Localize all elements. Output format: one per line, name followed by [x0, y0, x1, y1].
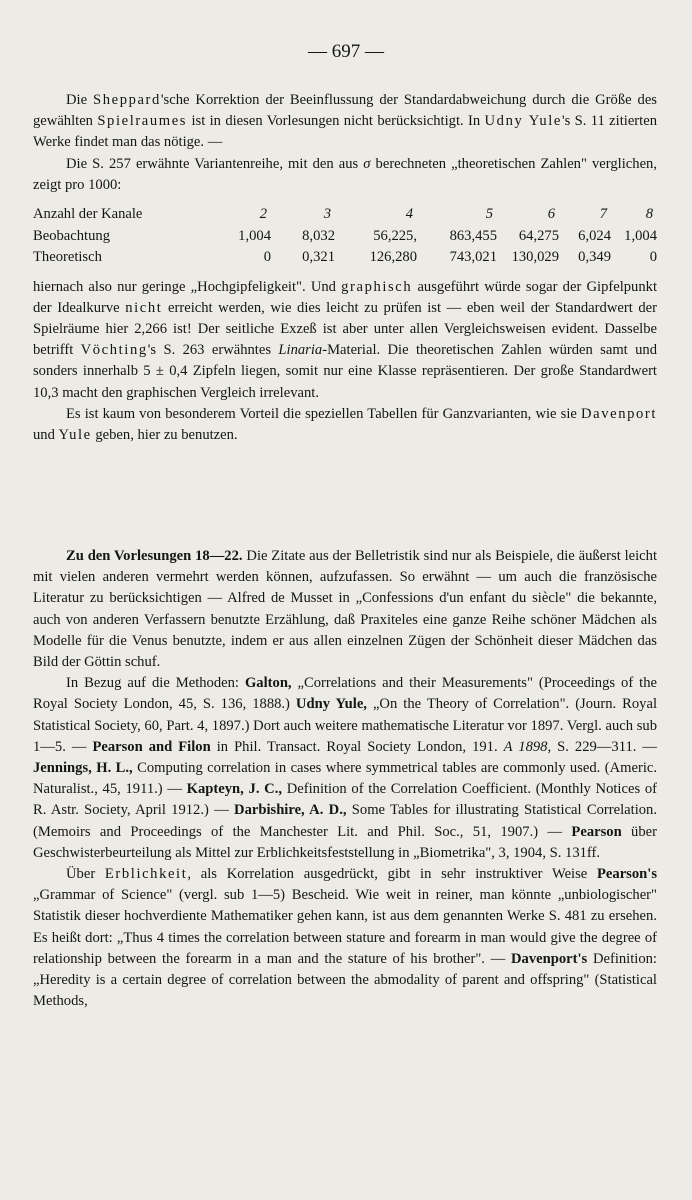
paragraph-sheppard: Die Sheppard'sche Korrektion der Beeinflussung der Standardabweichung durch die Größe des gewählten Spielraumes ist in diesen Vorlesungen nicht berücksichtigt. In Udny Yule's S. 11 zitierten Werke findet man das nötige. — [33, 92, 657, 151]
paragraph-belletristik: Zu den Vorlesungen 18—22. Die Zitate aus der Belletristik sind nur als Beispiele, die äußerst leicht mit vielen anderen vermehrt werden können, aufzufassen. So erwähnt — um auch die französische Literatur zu berücksichtigen — Alfred de Musset in „Confessions d'un enfant du siècle" die bekannte, auch von anderen Verfassern benutzte Erzählung, daß Praxiteles eine ganze Reihe schöner Mädchen als Modelle für die Venus benutzte, indem er aus allen einzelnen Zügen der Schönheit dieser Mädchen das Bild der Göttin schuf. [33, 548, 657, 671]
table-header-cell: 2 [259, 206, 267, 223]
table-row [33, 247, 657, 269]
paragraph-ganzvarianten: Es ist kaum von besonderem Vorteil die speziellen Tabellen für Ganzvarianten, wie sie Davenport und Yule geben, hier zu benutzen. [33, 405, 657, 443]
table-header-cell: Anzahl der Kanale [33, 206, 143, 223]
table-cell: Beobachtung [33, 227, 111, 244]
table-header-cell: 5 [485, 206, 493, 223]
table-cell: 863,455 [449, 227, 497, 244]
lectures-section [33, 546, 657, 1012]
table-cell: 126,280 [369, 249, 417, 266]
table-cell: 64,275 [518, 227, 559, 244]
table-cell: 8,032 [302, 227, 335, 244]
table-header-row [33, 204, 657, 226]
table-cell: Theoretisch [33, 249, 102, 266]
table-cell: 0 [263, 249, 271, 266]
paragraph-hochgipfeligkeit: hiernach also nur geringe „Hochgipfeligkeit". Und graphisch ausgeführt würde sogar der Gipfelpunkt der Idealkurve nicht erreicht werden, wie dies leicht zu prüfen ist — eben weil der Standardwert der Spielräume hier 2,266 ist! Der seitliche Exzeß ist aber unter allen Vergleichsweisen evident. Dasselbe betrifft Vöchting's S. 263 erwähntes Linaria-Material. Die theoretischen Zahlen würden samt und sonders innerhalb 5 ± 0,4 Zipfeln liegen, somit nur eine Klasse repräsentieren. Der große Standardwert 10,3 macht den graphischen Vergleich irrelevant. [33, 278, 658, 401]
table-header-cell: 8 [645, 206, 653, 223]
table-cell: 0 [649, 249, 657, 266]
intro-section [33, 90, 657, 446]
table-header-cell: 7 [599, 206, 607, 223]
table-cell: 0,321 [302, 249, 335, 266]
page-number: — 697 — [308, 41, 384, 62]
paragraph-variant-series: Die S. 257 erwähnte Variantenreihe, mit den aus σ berechneten „theoretischen Zahlen" verglichen, zeigt pro 1000: [33, 155, 657, 193]
table-header-cell: 6 [547, 206, 555, 223]
table-cell: 1,004 [238, 227, 271, 244]
table-cell: 0,349 [578, 249, 611, 266]
paragraph-erblichkeit: Über Erblichkeit, als Korrelation ausgedrückt, gibt in sehr instruktiver Weise Pearson's „Grammar of Science" (vergl. sub 1—5) Bescheid. Wie weit in reiner, man könnte „unbiologischer" Statistik dieser hochverdiente Mathematiker gehen kann, ist aus dem genannten Werke S. 481 zu ersehen. Es heißt dort: „Thus 4 times the correlation between stature and forearm in man would give the degree of relationship between the forearm in a man and the stature of his brother". — Davenport's Definition: „Heredity is a certain degree of correlation between the abmodality of parent and offspring" (Statistical Methods, [33, 866, 657, 1010]
table-cell: 743,021 [449, 249, 497, 266]
table-row [33, 226, 657, 248]
table-cell: 56,225, [373, 227, 417, 244]
table-cell: 1,004 [624, 227, 657, 244]
table-cell: 6,024 [578, 227, 611, 244]
comparison-table [33, 204, 657, 269]
table-header-cell: 3 [323, 206, 331, 223]
table-cell: 130,029 [511, 249, 559, 266]
table-header-cell: 4 [405, 206, 413, 223]
paragraph-methoden: In Bezug auf die Methoden: Galton, „Correlations and their Measurements" (Proceedings of the Royal Society London, 45, S. 136, 1888.) Udny Yule, „On the Theory of Correlation". (Journ. Royal Statistical Society, 60, Part. 4, 1897.) Dort auch weitere mathematische Literatur vor 1897. Vergl. auch sub 1—5. — Pearson and Filon in Phil. Transact. Royal Society London, 191. A 1898, S. 229—311. — Jennings, H. L., Computing correlation in cases where symmetrical tables are commonly used. (Americ. Naturalist., 45, 1911.) — Kapteyn, J. C., Definition of the Correlation Coefficient. (Monthly Notices of R. Astr. Society, April 1912.) — Darbishire, A. D., Some Tables for illustrating Statistical Correlation. (Memoirs and Proceedings of the Manchester Lit. and Phil. Soc., 51, 1907.) — Pearson über Geschwisterbeurteilung als Mittel zur Erblichkeitsfeststellung in „Biometrika", 3, 1904, S. 131ff. [33, 675, 657, 861]
